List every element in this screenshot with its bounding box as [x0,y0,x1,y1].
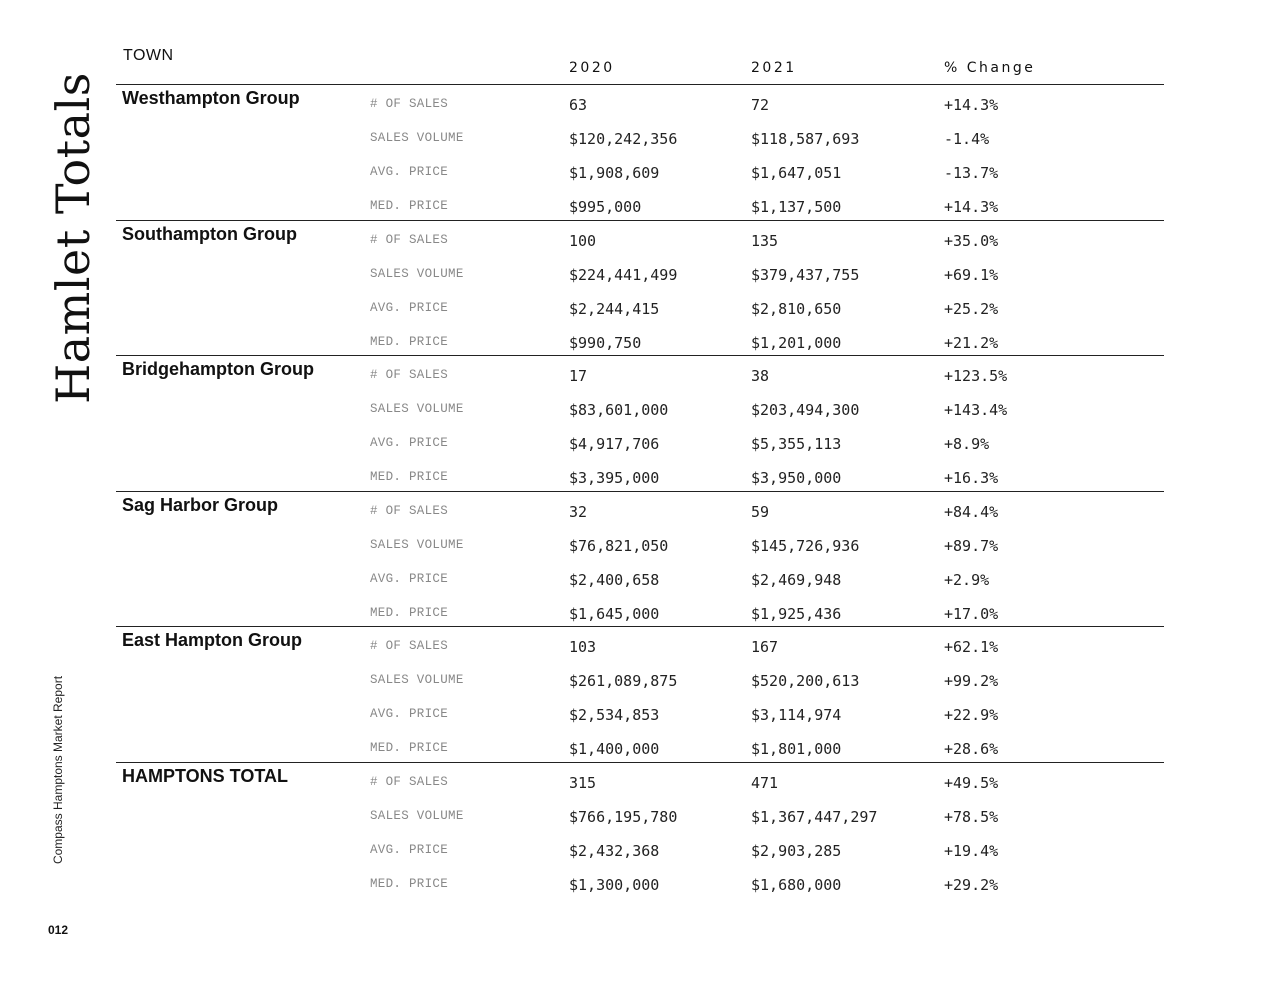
metric-label: # OF SALES [370,97,449,111]
metric-label: AVG. PRICE [370,300,449,315]
value-change: +35.0% [944,231,999,250]
value-change: +28.6% [944,740,999,758]
value-2021: $1,680,000 [751,875,842,894]
page-title [28,71,118,404]
value-change: +123.5% [944,367,1008,385]
table-row [116,160,1164,194]
value-change: +78.5% [944,807,999,826]
town-group [116,627,1164,763]
metric-label: MED. PRICE [370,470,449,484]
value-2020: 315 [569,773,597,792]
metric-label: # OF SALES [370,503,449,518]
value-change: +8.9% [944,435,990,453]
value-2020: 32 [569,502,588,521]
value-change: -1.4% [944,130,990,148]
value-2020: $1,400,000 [569,740,660,758]
table-row [116,262,1164,296]
value-2020: $766,195,780 [569,807,678,826]
value-2020: $120,242,356 [569,130,678,148]
value-2020: $76,821,050 [569,536,669,555]
value-2020: $83,601,000 [569,401,669,419]
page-title-text: Hamlet Totals [46,71,100,404]
group-name: Sag Harbor Group [122,494,279,515]
table-row [116,872,1164,906]
metric-label: MED. PRICE [370,334,449,349]
value-change: +21.2% [944,333,999,352]
value-change: +17.0% [944,604,999,623]
value-2020: $4,917,706 [569,435,660,453]
value-2020: 100 [569,231,597,250]
group-name: East Hampton Group [122,630,303,650]
metric-label: # OF SALES [370,368,449,382]
table-row [116,567,1164,601]
value-change: -13.7% [944,164,999,182]
table-row [116,228,1164,262]
metric-label: # OF SALES [370,774,449,789]
table-row [116,668,1164,702]
value-2021: $520,200,613 [751,672,860,690]
metric-label: AVG. PRICE [370,436,449,450]
value-2021: $1,367,447,297 [751,807,878,826]
value-2021: $203,494,300 [751,401,860,419]
metric-label: MED. PRICE [370,605,449,620]
metric-label: SALES VOLUME [370,537,464,552]
hamlet-totals-table [116,40,1164,897]
metric-label: SALES VOLUME [370,808,464,823]
value-change: +2.9% [944,570,990,589]
value-2021: 38 [751,367,770,385]
value-2021: 471 [751,773,779,792]
table-row [116,397,1164,431]
header-change: % Change [944,60,1036,76]
metric-label: # OF SALES [370,232,449,247]
value-change: +89.7% [944,536,999,555]
table-body [116,85,1164,897]
value-2020: $1,300,000 [569,875,660,894]
town-group [116,492,1164,628]
value-2020: $990,750 [569,333,642,352]
table-row [116,533,1164,567]
value-2021: $145,726,936 [751,536,860,555]
metric-label: SALES VOLUME [370,402,464,416]
table-row [116,702,1164,736]
report-name [46,665,70,875]
value-change: +84.4% [944,502,999,521]
town-group [116,763,1164,898]
metric-label: AVG. PRICE [370,165,449,179]
page-number: 012 [48,923,69,937]
table-row [116,126,1164,160]
metric-label: SALES VOLUME [370,266,464,281]
value-2020: $224,441,499 [569,265,678,284]
value-change: +62.1% [944,638,999,656]
value-2020: $2,400,658 [569,570,660,589]
value-2020: $2,534,853 [569,706,660,724]
value-2021: $5,355,113 [751,435,842,453]
metric-label: SALES VOLUME [370,131,464,145]
value-2021: $118,587,693 [751,130,860,148]
value-change: +143.4% [944,401,1008,419]
value-change: +16.3% [944,469,999,487]
value-2021: $1,647,051 [751,164,842,182]
table-row [116,499,1164,533]
table-row [116,431,1164,465]
group-name: HAMPTONS TOTAL [122,765,288,786]
value-2020: $1,908,609 [569,164,660,182]
table-row [116,363,1164,397]
value-change: +25.2% [944,299,999,318]
value-change: +19.4% [944,841,999,860]
value-2020: $3,395,000 [569,469,660,487]
metric-label: AVG. PRICE [370,842,449,857]
value-2021: $1,801,000 [751,740,842,758]
table-row [116,838,1164,872]
metric-label: AVG. PRICE [370,707,449,721]
value-2021: $3,950,000 [751,469,842,487]
metric-label: # OF SALES [370,639,449,653]
value-2021: $1,137,500 [751,198,842,216]
value-2021: $2,469,948 [751,570,842,589]
value-2021: 167 [751,638,779,656]
value-2021: $379,437,755 [751,265,860,284]
metric-label: MED. PRICE [370,876,449,891]
value-2021: $3,114,974 [751,706,842,724]
header-town: TOWN [123,47,174,64]
value-2021: 59 [751,502,770,521]
value-2021: 135 [751,231,779,250]
report-name-text: Compass Hamptons Market Report [51,675,65,865]
value-2020: 103 [569,638,597,656]
table-row [116,296,1164,330]
town-group [116,356,1164,492]
value-change: +22.9% [944,706,999,724]
value-2021: $2,810,650 [751,299,842,318]
metric-label: SALES VOLUME [370,673,464,687]
value-change: +29.2% [944,875,999,894]
group-name: Bridgehampton Group [122,359,314,379]
metric-label: MED. PRICE [370,199,449,213]
value-2021: $2,903,285 [751,841,842,860]
group-name: Southampton Group [122,223,297,244]
value-2021: $1,201,000 [751,333,842,352]
value-change: +69.1% [944,265,999,284]
metric-label: MED. PRICE [370,741,449,755]
value-change: +99.2% [944,672,999,690]
value-2020: 63 [569,96,588,114]
value-change: +14.3% [944,198,999,216]
value-2020: 17 [569,367,588,385]
value-2020: $1,645,000 [569,604,660,623]
table-row [116,770,1164,804]
value-2020: $2,244,415 [569,299,660,318]
town-group [116,85,1164,221]
table-row [116,804,1164,838]
header-2021: 2021 [751,60,797,76]
header-2020: 2020 [569,60,615,76]
group-name: Westhampton Group [122,88,300,108]
value-change: +49.5% [944,773,999,792]
value-2021: $1,925,436 [751,604,842,623]
value-2020: $995,000 [569,198,642,216]
value-2020: $261,089,875 [569,672,678,690]
metric-label: AVG. PRICE [370,571,449,586]
town-group [116,221,1164,357]
table-row [116,92,1164,126]
table-header [116,40,1164,85]
value-2020: $2,432,368 [569,841,660,860]
value-2021: 72 [751,96,770,114]
table-row [116,634,1164,668]
value-change: +14.3% [944,96,999,114]
